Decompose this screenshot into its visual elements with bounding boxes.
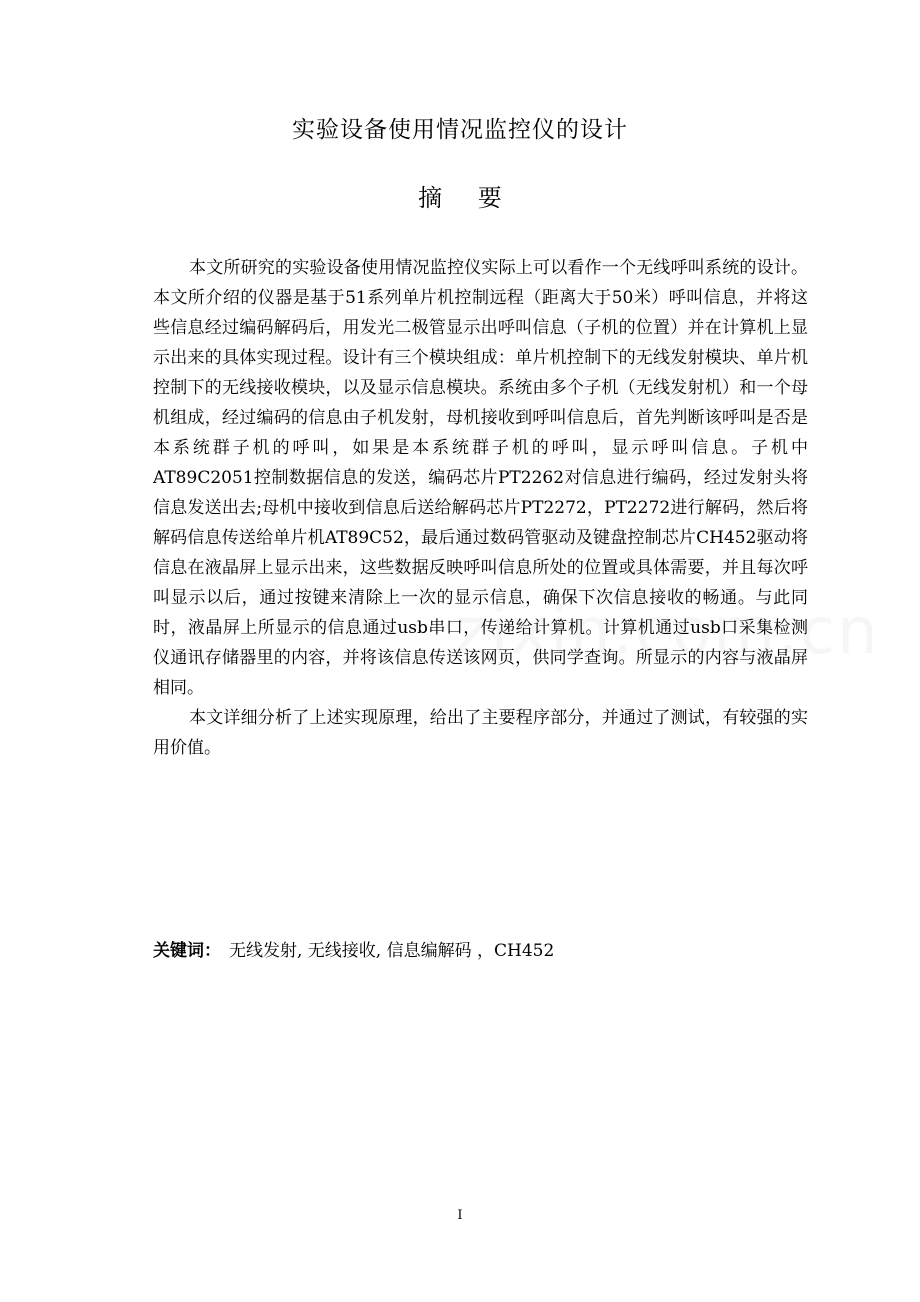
keywords-text: 无线发射, 无线接收, 信息编解码 ，CH452 [229, 941, 555, 961]
keywords-label: 关键词： [153, 941, 221, 961]
document-title: 实验设备使用情况监控仪的设计 [292, 117, 628, 143]
page-number: I [457, 1208, 463, 1223]
abstract-body [153, 253, 808, 763]
abstract-paragraph-1: 本文所研究的实验设备使用情况监控仪实际上可以看作一个无线呼叫系统的设计。本文所介绍的仪器是基于51系列单片机控制远程（距离大于50米）呼叫信息，并将这些信息经过编码解码后，用发光二极管显示出呼叫信息（子机的位置）并在计算机上显示出来的具体实现过程。设计有三个模块组成：单片机控制下的无线发射模块、单片机控制下的无线接收模块，以及显示信息模块。系统由多个子机（无线发射机）和一个母机组成，经过编码的信息由子机发射，母机接收到呼叫信息后，首先判断该呼叫是否是本系统群子机的呼叫，如果是本系统群子机的呼叫，显示呼叫信息。子机中AT89C2051控制数据信息的发送，编码芯片PT2262对信息进行编码，经过发射头将信息发送出去;母机中接收到信息后送给解码芯片PT2272，PT2272进行解码，然后将解码信息传送给单片机AT89C52，最后通过数码管驱动及键盘控制芯片CH452驱动将信息在液晶屏上显示出来，这些数据反映呼叫信息所处的位置或具体需要，并且每次呼叫显示以后，通过按键来清除上一次的显示信息，确保下次信息接收的畅通。与此同时，液晶屏上所显示的信息通过usb串口，传递给计算机。计算机通过usb口采集检测仪通讯存储器里的内容，并将该信息传送该网页，供同学查询。所显示的内容与液晶屏相同。 [153, 258, 808, 698]
abstract-heading: 摘 要 [418, 184, 516, 212]
abstract-paragraph-2: 本文详细分析了上述实现原理，给出了主要程序部分，并通过了测试，有较强的实用价值。 [153, 708, 808, 758]
keywords-line [153, 936, 554, 966]
